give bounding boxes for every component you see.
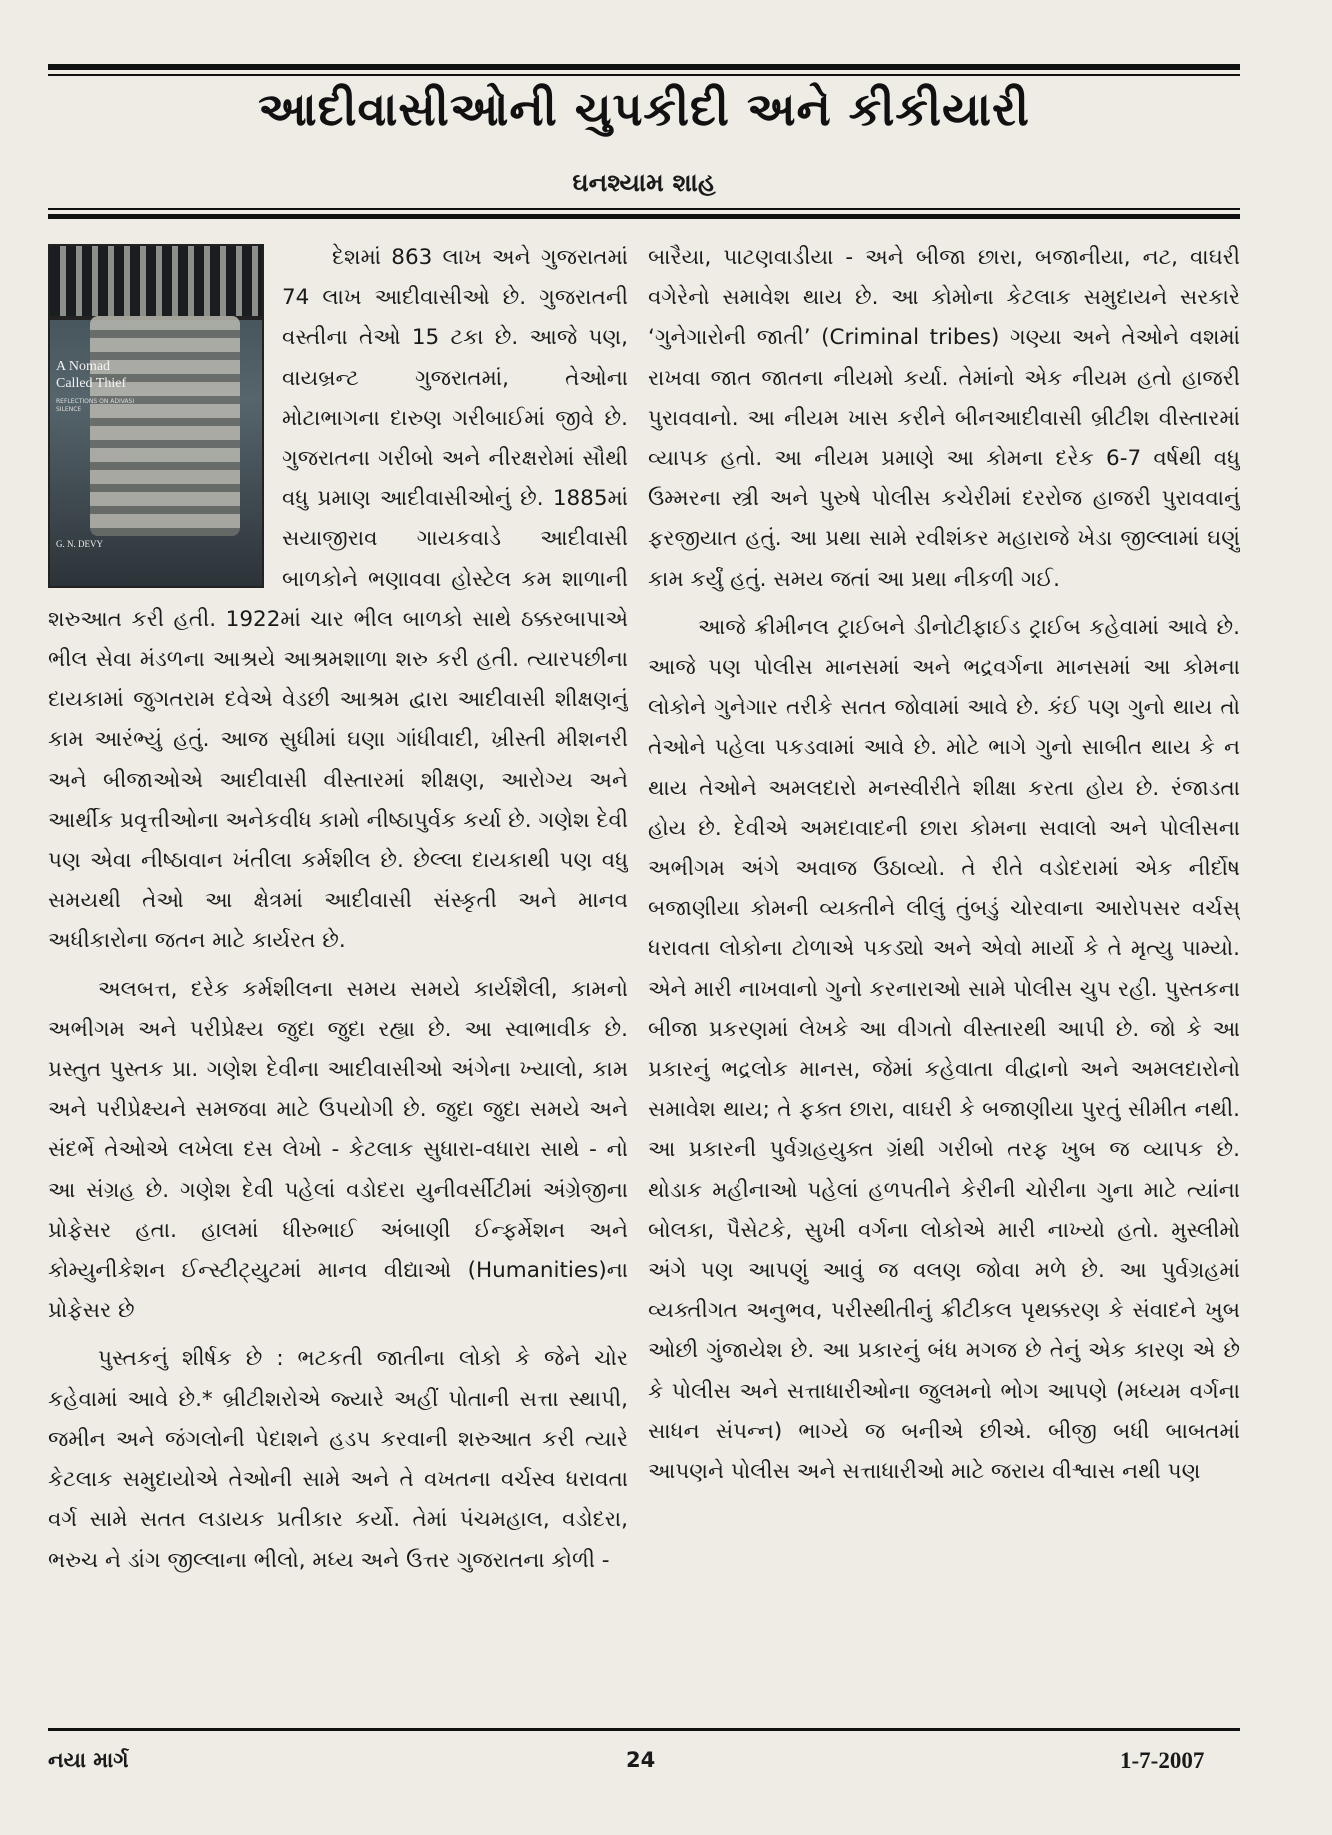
top-rule-thick: [48, 64, 1240, 70]
left-paragraph-2: અલબત્ત, દરેક કર્મશીલના સમય સમયે કાર્યશૈલી, કામનો અભીગમ અને પરીપ્રેક્ષ્ય જુદા જુદા રહ્યા છે. આ સ્વાભાવીક છે. પ્રસ્તુત પુસ્તક પ્રા. ગણેશ દેવીના આદીવાસીઓ અંગેના ખ્યાલો, કામ અને પરીપ્રેક્ષ્યને સમજવા માટે ઉપયોગી છે. જુદા જુદા સમયે અને સંદર્ભે તેઓએ લખેલા દસ લેખો - કેટલાક સુધારા-વધારા સાથે - નો આ સંગ્રહ છે. ગણેશ દેવી પહેલાં વડોદરા યુનીવર્સીટીમાં અંગ્રેજીના પ્રોફેસર હતા. હાલમાં ધીરુભાઈ અંબાણી ઈન્ફર્મેશન અને કોમ્યુનીકેશન ઈન્સ્ટીટ્યુટમાં માનવ વીદ્યાઓ (Humanities)ના પ્રોફેસર છે: [48, 976, 628, 1324]
cover-cloth-figure: [90, 316, 240, 536]
cover-title: [56, 358, 166, 392]
top-rule-thin: [48, 74, 1240, 76]
cover-subtitle: REFLECTIONS ON ADIVASI SILENCE: [56, 398, 135, 413]
issue-date: 1-7-2007: [1120, 1748, 1205, 1773]
author-byline: ઘનશ્યામ શાહ: [572, 168, 716, 197]
book-cover-image: [48, 244, 264, 588]
cover-author: G. N. DEVY: [56, 539, 103, 549]
left-paragraph-3: પુસ્તકનું શીર્ષક છે : ભટકતી જાતીના લોકો કે જેને ચોર કહેવામાં આવે છે.* બ્રીટીશરોએ જ્યારે અહીં પોતાની સત્તા સ્થાપી, જમીન અને જંગલોની પેદાશને હડપ કરવાની શરુઆત કરી ત્યારે કેટલાક સમુદાયોએ તેઓની સામે અને તે વખતના વર્ચસ્વ ધરાવતા વર્ગ સામે સતત લડાયક પ્રતીકાર કર્યો. તેમાં પંચમહાલ, વડોદરા, ભરુચ ને ડાંગ જીલ્લાના ભીલો, મધ્ય અને ઉત્તર ગુજરાતના કોળી -: [48, 1346, 628, 1573]
header-rule-thick: [48, 214, 1240, 219]
cover-fringe: [50, 246, 262, 320]
cover-title-line2: Called Thief: [56, 376, 127, 391]
page-number: 24: [626, 1748, 656, 1772]
cover-title-line1: A Nomad: [56, 359, 111, 374]
left-paragraph-1: દેશમાં 863 લાખ અને ગુજરાતમાં 74 લાખ આદીવાસીઓ છે. ગુજરાતની વસ્તીના તેઓ 15 ટકા છે. આજે પણ, વાયબ્રન્ટ ગુજરાતમાં, તેઓના મોટાભાગના દારુણ ગરીબાઈમાં જીવે છે. ગુજરાતના ગરીબો અને નીરક્ષરોમાં સૌથી વધુ પ્રમાણ આદીવાસીઓનું છે. 1885માં સયાજીરાવ ગાયકવાડે આદીવાસી બાળકોને ભણાવવા હોસ્ટેલ કમ શાળાની શરુઆત કરી હતી. 1922માં ચાર ભીલ બાળકો સાથે ઠક્કરબાપાએ ભીલ સેવા મંડળના આશ્રયે આશ્રમશાળા શરુ કરી હતી. ત્યારપછીના દાયકામાં જુગતરામ દવેએ વેડછી આશ્રમ દ્વારા આદીવાસી શીક્ષણનું કામ આરંભ્યું હતું. આજ સુધીમાં ઘણા ગાંધીવાદી, ખ્રીસ્તી મીશનરી અને બીજાઓએ આદીવાસી વીસ્તારમાં શીક્ષણ, આરોગ્ય અને આર્થીક પ્રવૃત્તીઓના અનેકવીધ કામો નીષ્ઠાપુર્વક કર્યા છે. ગણેશ દેવી પણ એવા નીષ્ઠાવાન ખંતીલા કર્મશીલ છે. છેલ્લા દાયકાથી પણ વધુ સમયથી તેઓ આ ક્ષેત્રમાં આદીવાસી સંસ્કૃતી અને માનવ અધીકારોના જતન માટે કાર્યરત છે.: [48, 245, 628, 954]
right-column: [648, 238, 1240, 1638]
footer-rule: [48, 1728, 1240, 1731]
right-paragraph-1: બારૈયા, પાટણવાડીયા - અને બીજા છારા, બજાનીયા, નટ, વાઘરી વગેરેનો સમાવેશ થાય છે. આ કોમોના કેટલાક સમુદાયને સરકારે ‘ગુનેગારોની જાતી’ (Criminal tribes) ગણ્યા અને તેઓને વશમાં રાખવા જાત જાતના નીયમો કર્યા. તેમાંનો એક નીયમ હતો હાજરી પુરાવવાનો. આ નીયમ ખાસ કરીને બીનઆદીવાસી બ્રીટીશ વીસ્તારમાં વ્યાપક હતો. આ નીયમ પ્રમાણે આ કોમના દરેક 6-7 વર્ષથી વધુ ઉમ્મરના સ્ત્રી અને પુરુષે પોલીસ કચેરીમાં દરરોજ હાજરી પુરાવવાનું ફરજીયાત હતું. આ પ્રથા સામે રવીશંકર મહારાજે ખેડા જીલ્લામાં ઘણું કામ કર્યું હતું. સમય જતાં આ પ્રથા નીકળી ગઈ.: [648, 245, 1240, 592]
header-rule-thin: [48, 208, 1240, 210]
right-paragraph-2: આજે ક્રીમીનલ ટ્રાઈબને ડીનોટીફાઈડ ટ્રાઈબ કહેવામાં આવે છે. આજે પણ પોલીસ માનસમાં અને ભદ્રવર્ગના માનસમાં આ કોમના લોકોને ગુનેગાર તરીકે સતત જોવામાં આવે છે. કંઈ પણ ગુનો થાય તો તેઓને પહેલા પકડવામાં આવે છે. મોટે ભાગે ગુનો સાબીત થાય કે ન થાય તેઓને અમલદારો મનસ્વીરીતે શીક્ષા કરતા હોય છે. રંજાડતા હોય છે. દેવીએ અમદાવાદની છારા કોમના સવાલો અને પોલીસના અભીગમ અંગે અવાજ ઉઠાવ્યો. તે રીતે વડોદરામાં એક નીર્દોષ બજાણીયા કોમની વ્યક્તીને લીલું તુંબડું ચોરવાના આરોપસર વર્ચસ્ ધરાવતા લોકોના ટોળાએ પકડ્યો અને એવો માર્યો કે તે મૃત્યુ પામ્યો. એને મારી નાખવાનો ગુનો કરનારાઓ સામે પોલીસ ચુપ રહી. પુસ્તકના બીજા પ્રકરણમાં લેખકે આ વીગતો વીસ્તારથી આપી છે. જો કે આ પ્રકારનું ભદ્રલોક માનસ, જેમાં કહેવાતા વીદ્વાનો અને અમલદારોનો સમાવેશ થાય; તે ફક્ત છારા, વાઘરી કે બજાણીયા પુરતું સીમીત નથી. આ પ્રકારની પુર્વગ્રહયુક્ત ગ્રંથી ગરીબો તરફ ખુબ જ વ્યાપક છે. થોડાક મહીનાઓ પહેલાં હળપતીને કેરીની ચોરીના ગુના માટે ત્યાંના બોલકા, પૈસેટકે, સુખી વર્ગના લોકોએ મારી નાખ્યો હતો. મુસ્લીમો અંગે પણ આપણું આવું જ વલણ જોવા મળે છે. આ પુર્વગ્રહમાં વ્યક્તીગત અનુભવ, પરીસ્થીતીનું ક્રીટીકલ પૃથક્કરણ કે સંવાદને ખુબ ઓછી ગુંજાયેશ છે. આ પ્રકારનું બંધ મગજ છે તેનું એક કારણ એ છે કે પોલીસ અને સત્તાધારીઓના જુલમનો ભોગ આપણે (મધ્યમ વર્ગના સાધન સંપન્ન) ભાગ્યે જ બનીએ છીએ. બીજી બધી બાબતમાં આપણને પોલીસ અને સત્તાધારીઓ માટે જરાય વીશ્વાસ નથી પણ: [648, 614, 1240, 1485]
article-title: આદીવાસીઓની ચુપકીદી અને કીકીયારી: [258, 82, 1030, 136]
publication-name: નયા માર્ગ: [48, 1748, 129, 1772]
left-column: [48, 238, 628, 1638]
